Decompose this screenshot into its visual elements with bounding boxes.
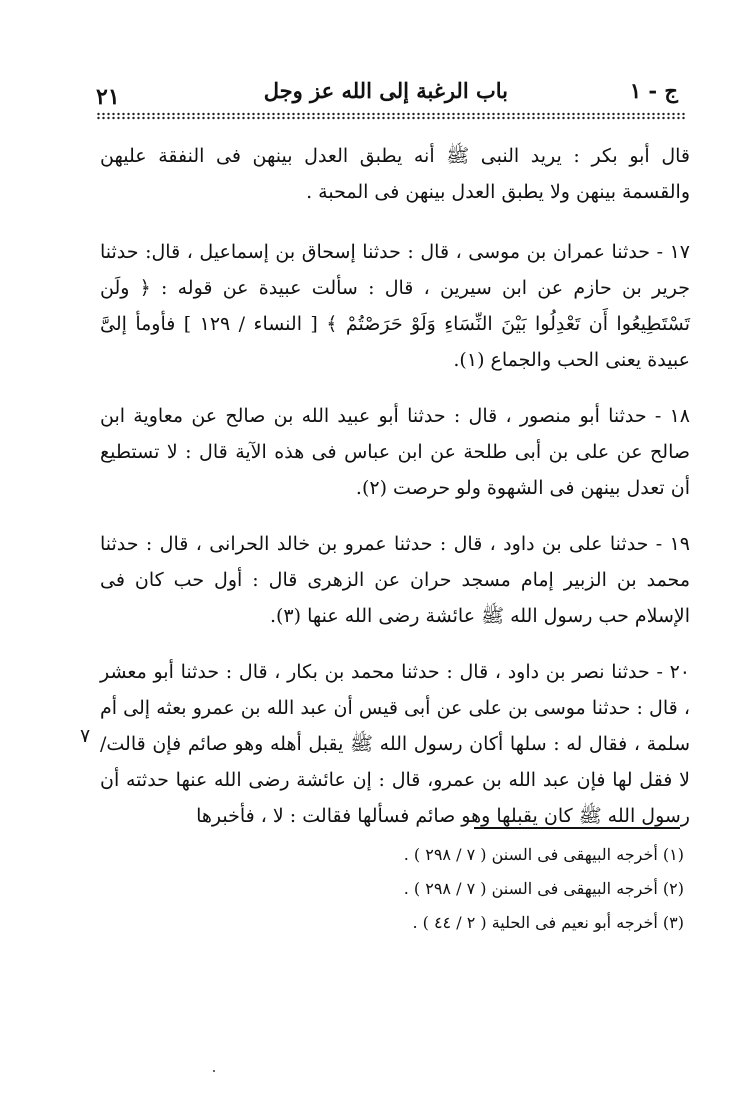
hadith-18: ١٨ - حدثنا أبو منصور ، قال : حدثنا أبو عبيد الله بن صالح عن معاوية ابن صالح عن على بن أبى طلحة عن ابن عباس فى هذه الآية قال : لا تستطيع أن تعدل بينهن فى الشهوة ولو حرصت (٢). bbox=[100, 405, 690, 499]
header-divider bbox=[96, 112, 686, 120]
footnote: (١) أخرجه البيهقى فى السنن ( ٧ / ٢٩٨ ) . bbox=[403, 845, 684, 864]
running-header bbox=[96, 78, 678, 108]
footnote-divider bbox=[474, 827, 680, 829]
footnote: (٣) أخرجه أبو نعيم فى الحلية ( ٢ / ٤٤ ) . bbox=[412, 913, 684, 932]
hadith-17: ١٧ - حدثنا عمران بن موسى ، قال : حدثنا إسحاق بن إسماعيل ، قال: حدثنا جرير بن حازم عن ابن سيرين ، قال : سألت عبيدة عن قوله : ﴿ ولَن تَسْتَطِيعُوا أَن تَعْدِلُوا بَيْنَ النِّسَاءِ وَلَوْ حَرَصْتُمْ ﴾ [ النساء / ١٢٩ ] فأومأ إلىَّ عبيدة يعنى الحب والجماع (١). bbox=[100, 241, 690, 371]
hadith-20: ٢٠ - حدثنا نصر بن داود ، قال : حدثنا محمد بن بكار ، قال : حدثنا أبو معشر ، قال : حدثنا موسى بن على عن أبى قيس أن عبد الله بن عمرو بعثه إلى أم سلمة ، فقال له : سلها أكان رسول الله ﷺ يقبل أهله وهو صائم فإن قالت/ لا فقل لها فإن عبد الله بن عمرو، قال : إن عائشة رضى الله عنها حدثته أن رسول الله ﷺ كان يقبلها وهو صائم فسألها فقالت : لا ، فأخبرها bbox=[100, 661, 690, 827]
page-number: ٢١ bbox=[96, 84, 120, 110]
hadith-19: ١٩ - حدثنا على بن داود ، قال : حدثنا عمرو بن خالد الحرانى ، قال : حدثنا محمد بن الزبير إمام مسجد حران عن الزهرى قال : أول حب كان فى الإسلام حب رسول الله ﷺ عائشة رضى الله عنها (٣). bbox=[100, 533, 690, 627]
scan-speck bbox=[213, 1070, 215, 1072]
margin-folio-marker: ٧ bbox=[80, 725, 91, 747]
footnote: (٢) أخرجه البيهقى فى السنن ( ٧ / ٢٩٨ ) . bbox=[403, 879, 684, 898]
volume-label: ج - ١ bbox=[629, 78, 678, 103]
paragraph: قال أبو بكر : يريد النبى ﷺ أنه يطبق العدل بينهن فى النفقة عليهن والقسمة بينهن ولا يطبق العدل بينهن فى المحبة . bbox=[100, 145, 690, 203]
footnotes bbox=[200, 838, 684, 940]
chapter-title: باب الرغبة إلى الله عز وجل bbox=[263, 78, 508, 103]
main-text bbox=[100, 138, 690, 854]
